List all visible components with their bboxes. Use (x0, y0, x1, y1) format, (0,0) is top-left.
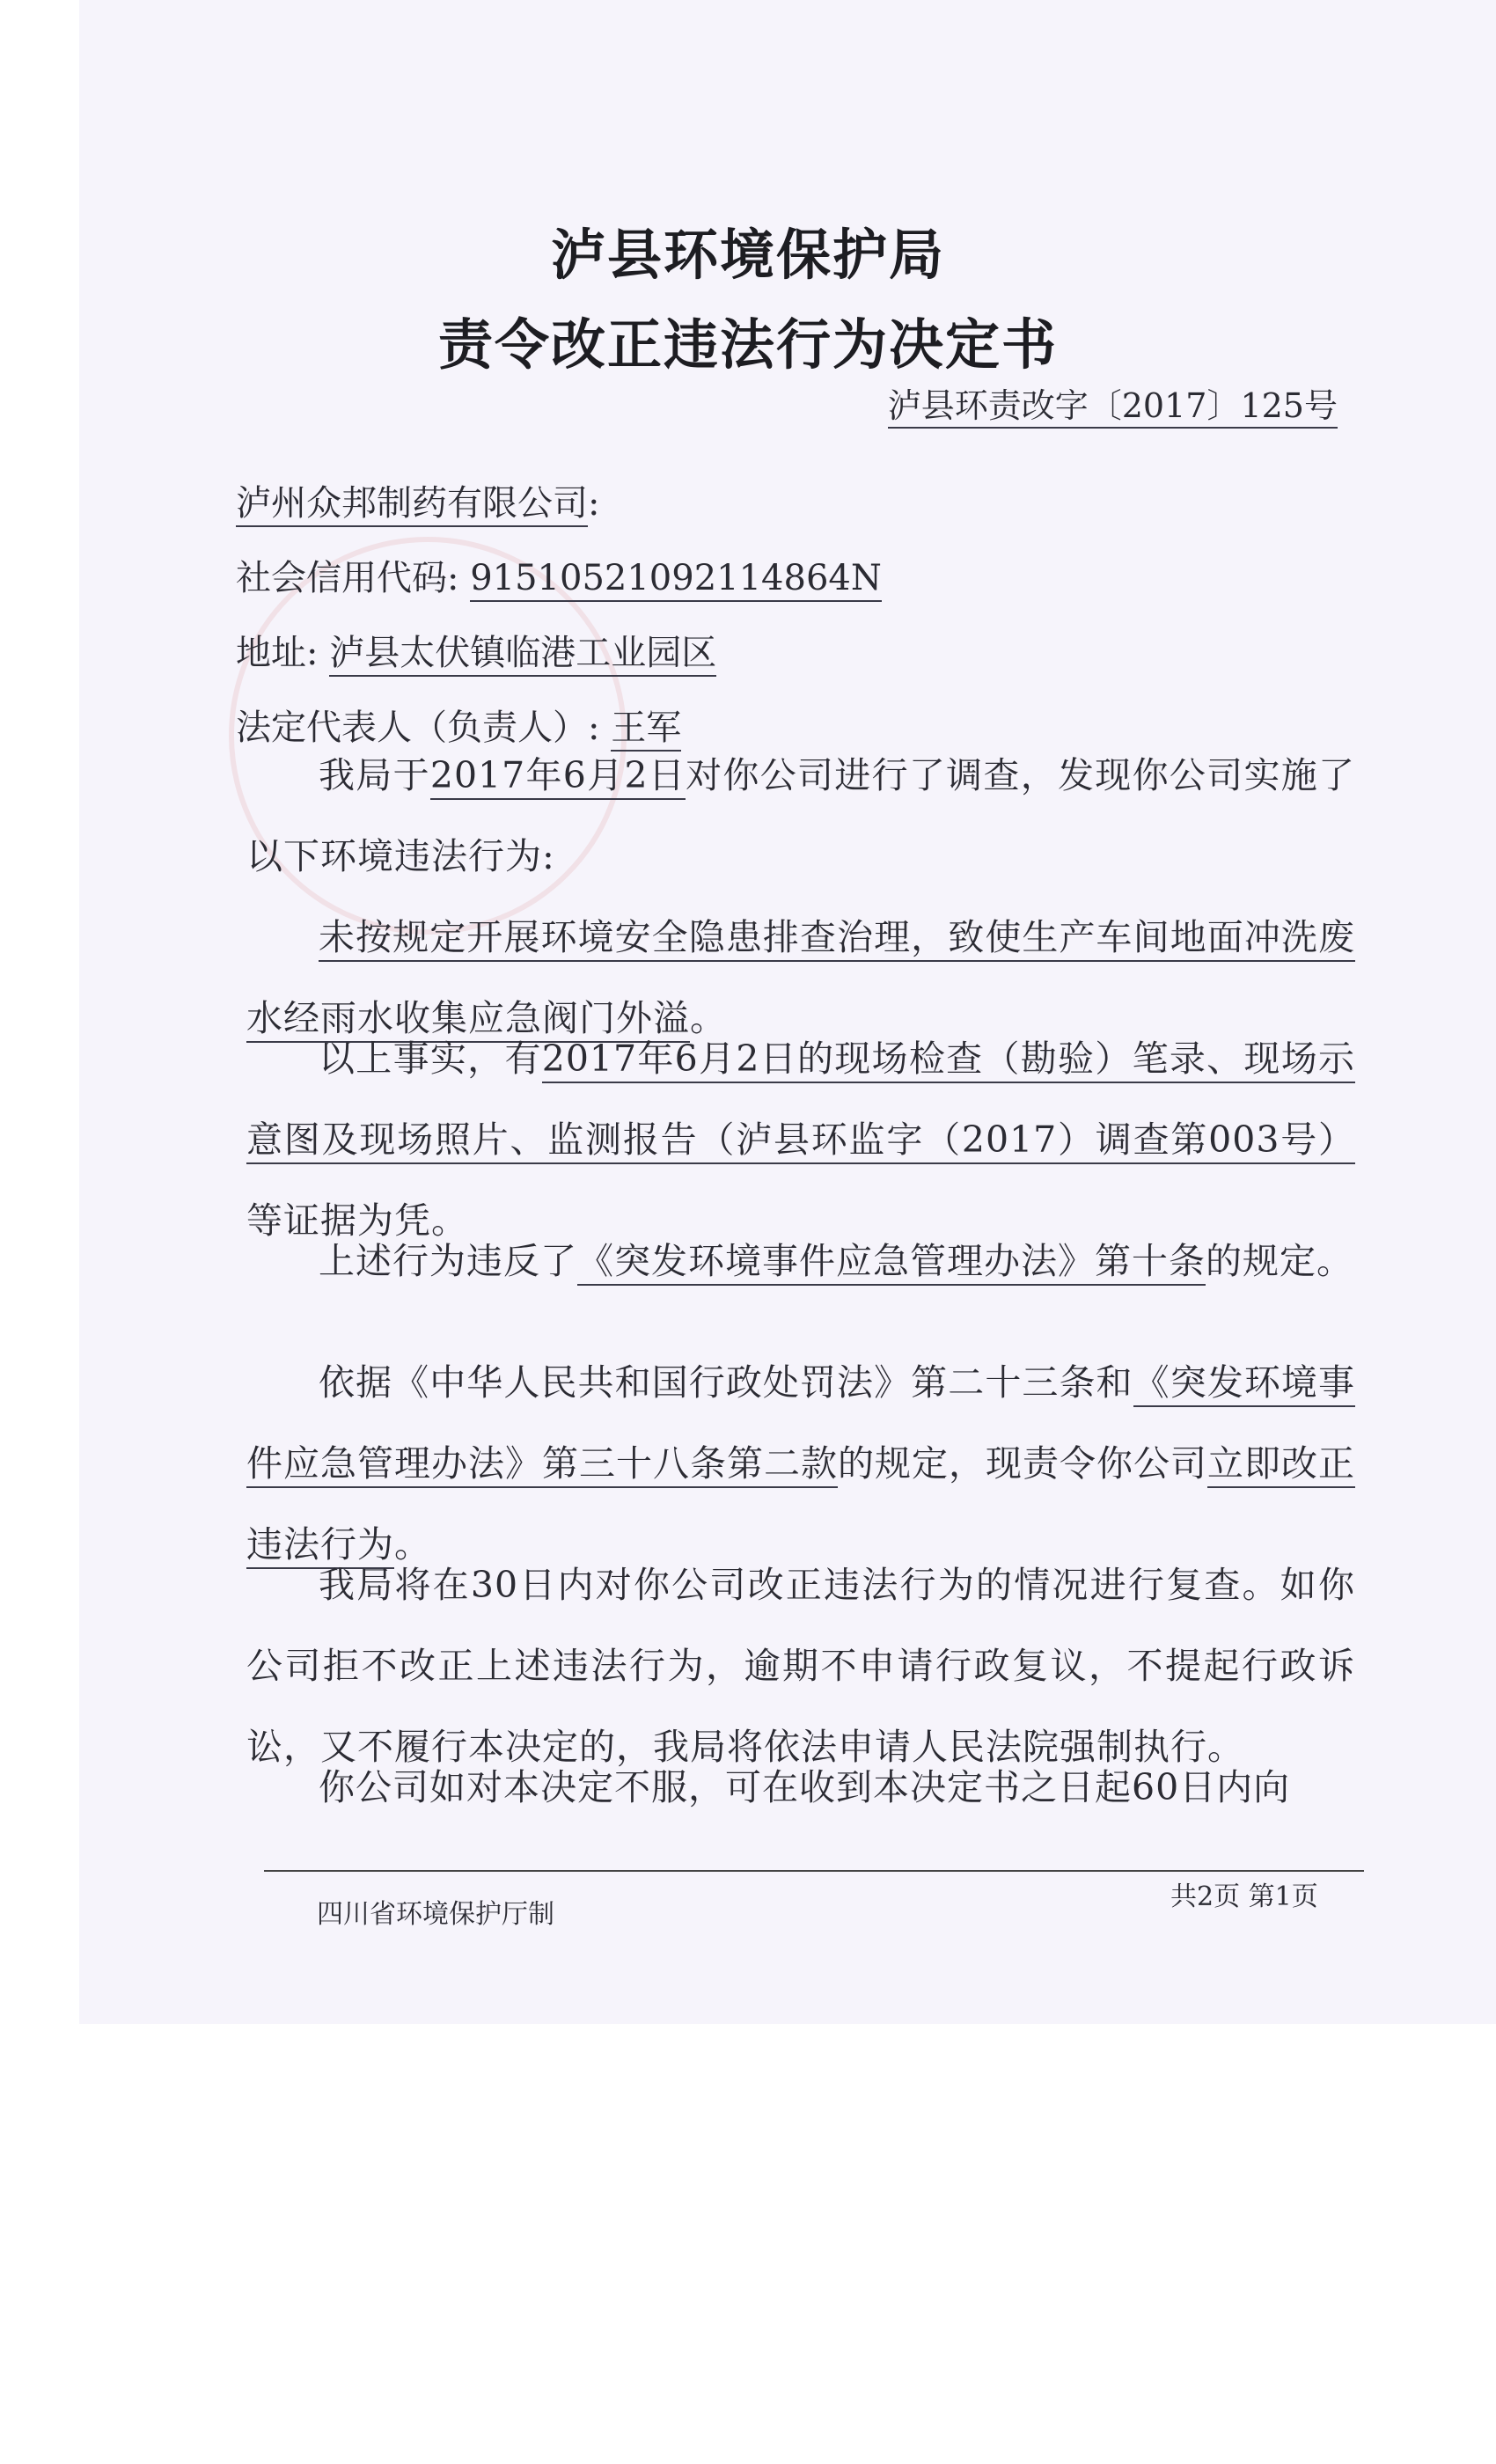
p3-text-a: 以上事实，有 (319, 1038, 542, 1080)
p2-end: 。 (690, 997, 727, 1039)
company-colon: : (588, 483, 600, 524)
paragraph-review: 我局将在30日内对你公司改正违法行为的情况进行复查。如你公司拒不改正上述违法行为，逾期不申请行政复议，不提起行政诉讼，又不履行本决定的，我局将依法申请人民法院强制执行。 (246, 1564, 1355, 1768)
legal-rep-label: 法定代表人（负责人）: (236, 708, 600, 748)
address-value: 泸县太伏镇临港工业园区 (329, 633, 716, 677)
agency-title: 泸县环境保护局 (550, 223, 945, 287)
paragraph-violated-rule (246, 1221, 1355, 1302)
p5-text-a: 依据《中华人民共和国行政处罚法》第二十三条和 (319, 1361, 1133, 1404)
violated-law: 《突发环境事件应急管理办法》第十条 (577, 1240, 1206, 1286)
order-text: 立即改正违法行为 (246, 1442, 1355, 1569)
paragraph-appeal: 你公司如对本决定不服，可在收到本决定书之日起60日内向 (319, 1766, 1291, 1808)
footer-page-info: 共2页 第1页 (1170, 1881, 1318, 1912)
p1-text-b: 对你公司进行了调查，发现你公司实施了以下环境违法行为: (246, 754, 1356, 877)
p4-text-a: 上述行为违反了 (319, 1240, 577, 1282)
document-number-text: 泸县环责改字〔2017〕125号 (888, 386, 1338, 429)
violation-description: 未按规定开展环境安全隐患排查治理，致使生产车间地面冲洗废水经雨水收集应急阀门外溢 (246, 916, 1355, 1043)
p1-text-a: 我局于 (319, 754, 430, 796)
company-line (236, 475, 599, 525)
document-number (888, 378, 1338, 427)
investigation-date: 2017年6月2日 (430, 754, 686, 800)
footer-issuer: 四川省环境保护厅制 (317, 1899, 554, 1930)
address-label: 地址: (236, 633, 319, 673)
credit-code-label: 社会信用代码: (236, 558, 459, 598)
p5-end: 。 (394, 1523, 431, 1566)
p5-text-b: 的规定，现责令你公司 (838, 1442, 1207, 1485)
credit-code-value: 91510521092114864N (470, 558, 882, 602)
address-line (236, 625, 716, 675)
legal-rep-name: 王军 (611, 708, 681, 752)
evidence-list: 2017年6月2日的现场检查（勘验）笔录、现场示意图及现场照片、监测报告（泸县环监字（2017）调查第003号） (246, 1038, 1355, 1164)
document-title: 责令改正违法行为决定书 (437, 312, 1058, 377)
credit-code-line (236, 550, 882, 600)
company-name: 泸州众邦制药有限公司 (236, 483, 588, 527)
p4-text-b: 的规定。 (1206, 1240, 1353, 1282)
paragraph-investigation (246, 735, 1355, 897)
p3-text-b: 等证据为凭。 (246, 1199, 468, 1242)
penalty-law: 《突发环境事件应急管理办法》第三十八条第二款 (246, 1361, 1355, 1488)
footer-divider (264, 1870, 1364, 1872)
